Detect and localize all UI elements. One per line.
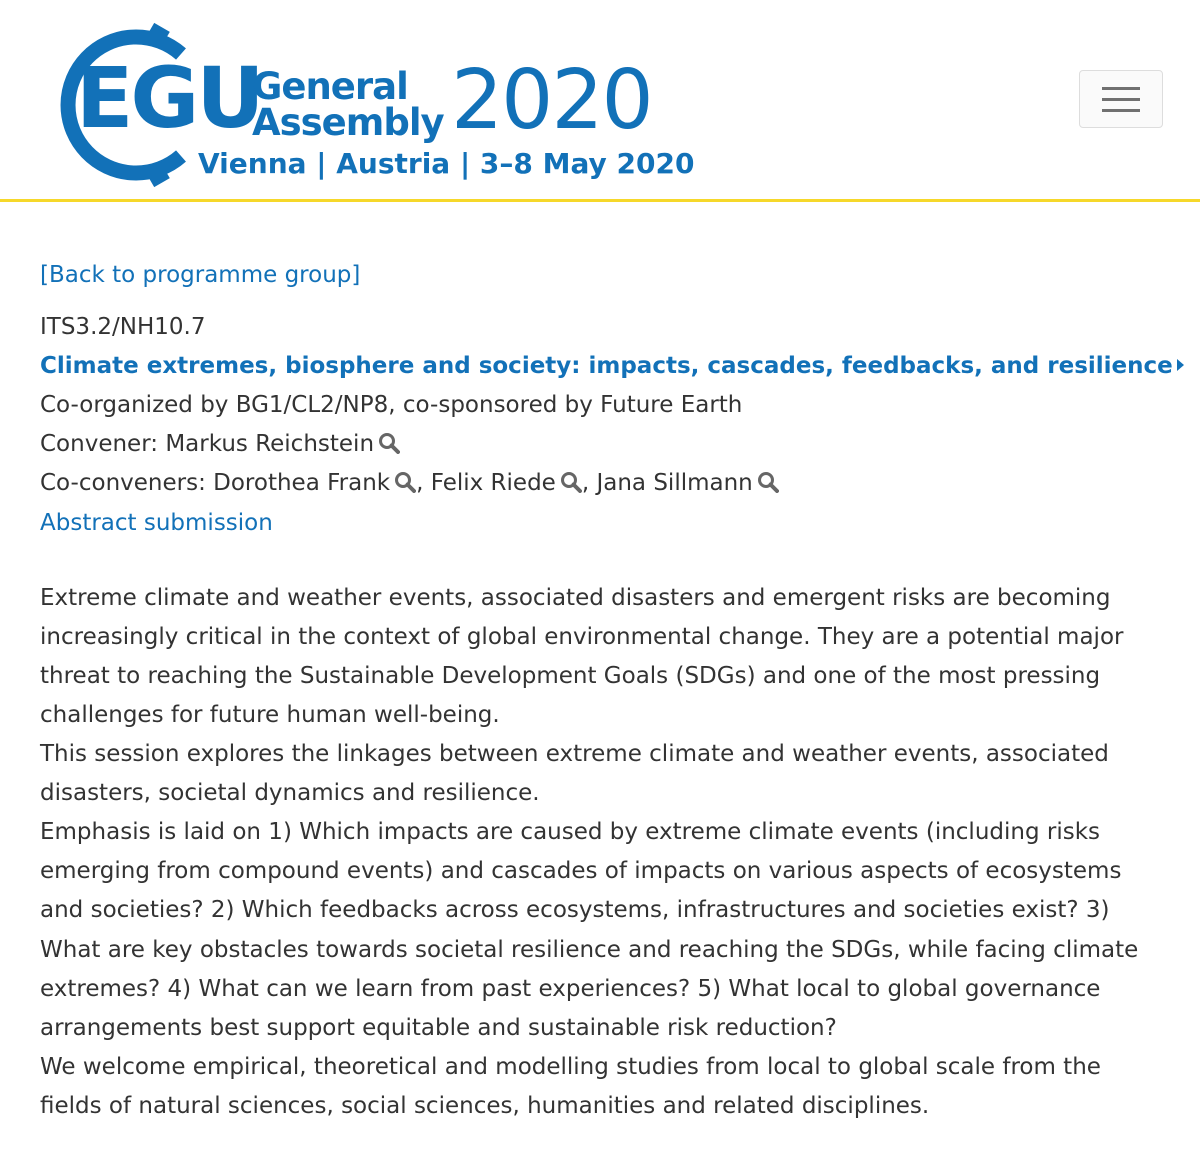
co-organized-text: Co-organized by BG1/CL2/NP8, co-sponsored by Future Earth	[40, 392, 743, 419]
description-paragraph: We welcome empirical, theoretical and modelling studies from local to global scale from the fields of natural sciences, social sciences, humanities and related disciplines.	[40, 1053, 1101, 1119]
session-content	[40, 256, 1173, 1126]
convener-line	[40, 425, 1160, 464]
caret-right-icon	[1177, 359, 1184, 371]
convener-name: Markus Reichstein	[165, 431, 375, 458]
search-icon[interactable]	[378, 432, 400, 454]
abstract-submission-link[interactable]: Abstract submission	[40, 509, 273, 536]
coconvener-name: Jana Sillmann	[596, 470, 753, 497]
search-icon[interactable]	[560, 471, 582, 493]
coconveners-line	[40, 464, 1160, 503]
convener-label: Convener:	[40, 431, 166, 458]
coconvener-separator: ,	[416, 470, 431, 497]
logo-assembly-text: Assembly	[252, 101, 444, 144]
search-icon[interactable]	[394, 471, 416, 493]
back-to-programme-link[interactable]: [Back to programme group]	[40, 262, 361, 288]
session-description	[40, 579, 1160, 1126]
site-header	[0, 0, 1200, 202]
session-code: ITS3.2/NH10.7	[40, 314, 206, 341]
logo-year-text: 2020	[451, 53, 652, 148]
session-title-text: Climate extremes, biosphere and society: impacts, cascades, feedbacks, and resilience	[40, 353, 1173, 380]
logo-general-text: General	[252, 65, 408, 108]
session-title-link[interactable]	[40, 353, 1184, 379]
coconvener-separator: ,	[581, 470, 597, 497]
description-paragraph: This session explores the linkages between extreme climate and weather events, associated disasters, societal dynamics and resilience.	[40, 741, 1109, 807]
egu-logo[interactable]	[36, 20, 695, 190]
search-icon[interactable]	[757, 471, 779, 493]
coconveners-label: Co-conveners:	[40, 470, 214, 497]
description-paragraph: Extreme climate and weather events, associated disasters and emergent risks are becoming increasingly critical in the context of global environmental change. They are a potential major threat to reaching the Sustainable Development Goals (SDGs) and one of the most pressing challenges for future human well-being.	[40, 584, 1124, 728]
logo-egu-text: EGU	[76, 49, 262, 147]
coconvener-name: Felix Riede	[430, 470, 556, 497]
logo-location-text: Vienna | Austria | 3–8 May 2020	[198, 147, 695, 180]
description-paragraph: Emphasis is laid on 1) Which impacts are caused by extreme climate events (including risks emerging from compound events) and cascades of impacts on various aspects of ecosystems and societies? 2) Which feedbacks across ecosystems, infrastructures and societies exist? 3) What are key obstacles towards societal resilience and reaching the SDGs, while facing climate extremes? 4) What can we learn from past experiences? 5) What local to global governance arrangements best support equitable and sustainable risk reduction?	[40, 819, 1139, 1041]
menu-toggle-button[interactable]	[1079, 70, 1163, 128]
coconvener-name: Dorothea Frank	[213, 470, 391, 497]
